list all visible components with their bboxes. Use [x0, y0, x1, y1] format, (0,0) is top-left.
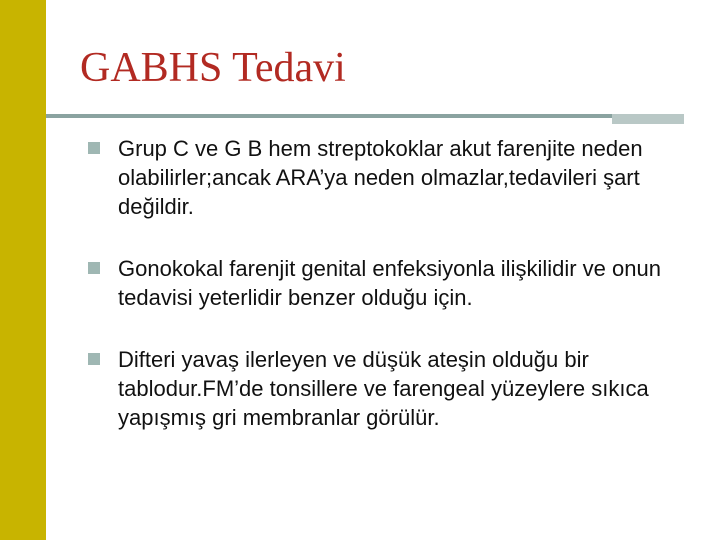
bullet-text: Difteri yavaş ilerleyen ve düşük ateşin olduğu bir tablodur.FM’de tonsillere ve farengeal yüzeylere sıkıca yapışmış gri membranlar görülür.	[118, 347, 649, 430]
square-bullet-icon	[88, 142, 100, 154]
title-divider	[46, 114, 684, 118]
bullet-text: Grup C ve G B hem streptokoklar akut farenjite neden olabilirler;ancak ARA’ya neden olmazlar,tedavileri şart değildir.	[118, 136, 643, 219]
bullet-item	[88, 254, 698, 312]
title-divider-accent	[612, 114, 684, 124]
slide-title: GABHS Tedavi	[80, 45, 346, 91]
bullet-text: Gonokokal farenjit genital enfeksiyonla ilişkilidir ve onun tedavisi yeterlidir benzer olduğu için.	[118, 256, 661, 310]
square-bullet-icon	[88, 353, 100, 365]
square-bullet-icon	[88, 262, 100, 274]
bullet-list	[88, 134, 698, 432]
bullet-item	[88, 345, 698, 432]
left-accent-bar	[0, 0, 46, 540]
bullet-item	[88, 134, 698, 221]
